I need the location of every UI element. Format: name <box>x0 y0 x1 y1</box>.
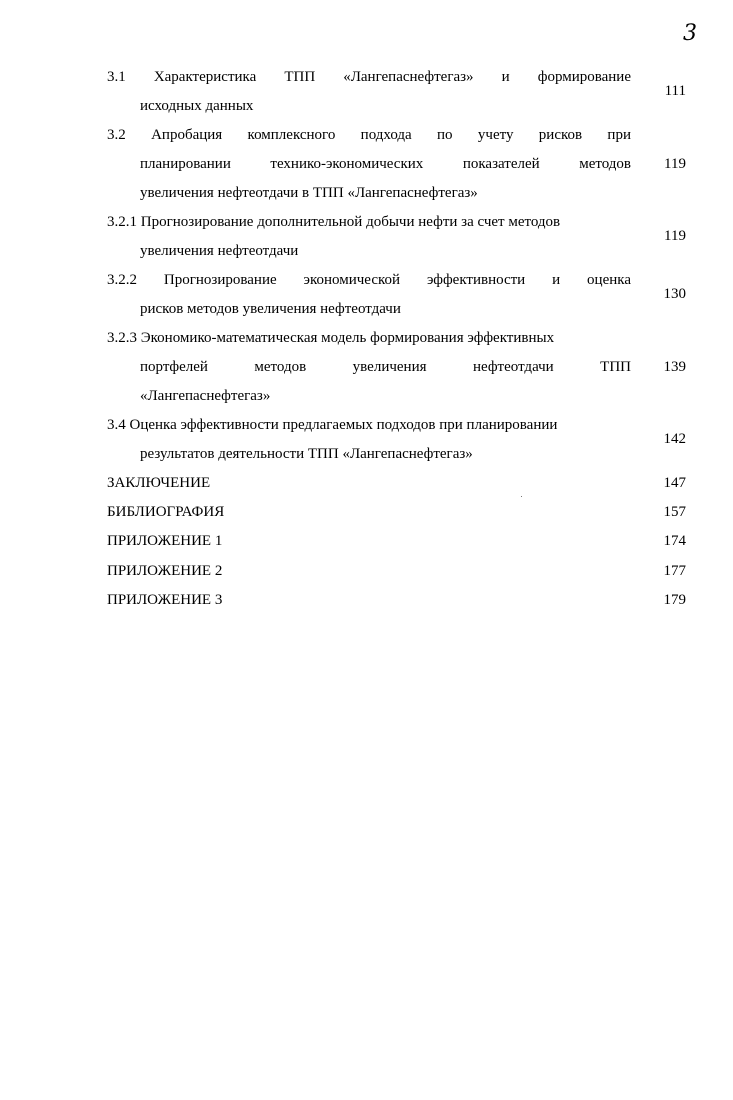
toc-page-number: 130 <box>663 286 686 302</box>
toc-entry-title-continued: увеличения нефтеотдачи <box>140 243 299 259</box>
toc-page-number: 142 <box>663 431 686 447</box>
toc-entry-title: ПРИЛОЖЕНИЕ 2 <box>107 563 223 579</box>
toc-entry-title-continued: исходных данных <box>140 98 254 114</box>
toc-entry-title: 3.2.2 Прогнозирование экономической эффективности и оценка <box>107 272 631 288</box>
toc-entry-title-continued: портфелей методов увеличения нефтеотдачи ТПП <box>140 359 631 375</box>
toc-page-number: 179 <box>663 592 686 608</box>
toc-entry-title: 3.1 Характеристика ТПП «Лангепаснефтегаз» и формирование <box>107 69 631 85</box>
toc-entry-title: 3.2.1 Прогнозирование дополнительной добычи нефти за счет методов <box>107 214 561 230</box>
scan-speck <box>521 496 522 497</box>
toc-entry-title: 3.2.3 Экономико-математическая модель формирования эффективных <box>107 330 555 346</box>
toc-page-number: 177 <box>663 563 686 579</box>
toc-entry-title-continued: «Лангепаснефтегаз» <box>140 388 271 404</box>
toc-page-number: 139 <box>663 359 686 375</box>
toc-page-number: 157 <box>663 504 686 520</box>
toc-page-number: 119 <box>664 228 686 244</box>
toc-entry-title: БИБЛИОГРАФИЯ <box>107 504 225 520</box>
toc-entry-title-continued: увеличения нефтеотдачи в ТПП «Лангепаснефтегаз» <box>140 185 478 201</box>
toc-entry-title: 3.2 Апробация комплексного подхода по учету рисков при <box>107 127 631 143</box>
toc-entry-title-continued: результатов деятельности ТПП «Лангепаснефтегаз» <box>140 446 473 462</box>
page-number: 3 <box>683 21 697 46</box>
toc-entry-title: ЗАКЛЮЧЕНИЕ <box>107 475 211 491</box>
toc-entry-title-continued: планировании технико-экономических показателей методов <box>140 156 631 172</box>
toc-page-number: 174 <box>663 533 686 549</box>
toc-entry-title: ПРИЛОЖЕНИЕ 1 <box>107 533 223 549</box>
toc-page-number: 147 <box>663 475 686 491</box>
toc-page-number: 119 <box>664 156 686 172</box>
toc-entry-title: 3.4 Оценка эффективности предлагаемых подходов при планировании <box>107 417 558 433</box>
toc-entry-title-continued: рисков методов увеличения нефтеотдачи <box>140 301 401 317</box>
toc-page-number: 111 <box>664 83 686 99</box>
toc-entry-title: ПРИЛОЖЕНИЕ 3 <box>107 592 223 608</box>
